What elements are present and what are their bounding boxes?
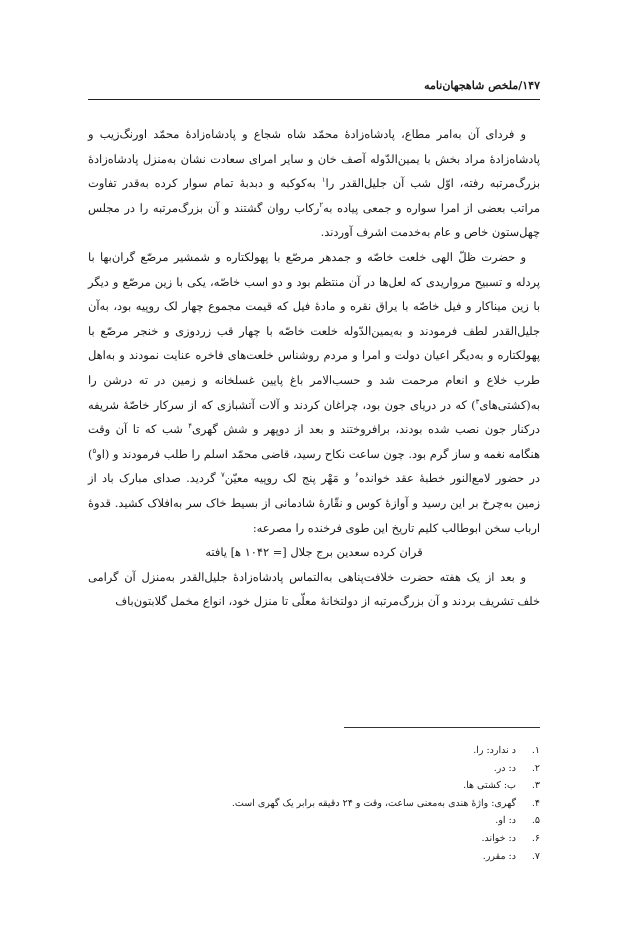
text-run: ) که در دریای جون بود، چراغان کردند و آلات آتشبازی که از سرکار خاصّهٔ شریفه درکنار جون نصب شده بودند، برافروختند و بعد از دوپهر و شش گهری [88,397,540,437]
footnote-marker[interactable]: ۶ [354,471,359,480]
text-run: و حضرت ظلّ الهی خلعت خاصّه و جمدهر مرصّع با پهولکتاره و شمشیر مرصّع گران‌بها با پردله و تسبیح مروارید‌ی که لعل‌ها در آن منتظم بود و دو اسب خاصّه، یکی با زین مرصّع و دیگر با زین میناکار و فیل خاصّه با یراق نقره و مادهٔ فیل که قیمت مجموع چهار لک روپیه بود، به‌آن جلیل‌القدر لطف فرمودند و به‌یمین‌الدّوله خلعت خاصّه با چهار قب زردوزی و خنجر مرصّع با پهولکتاره و به‌دیگر اعیان دولت و امرا و مردم روشناس خلعت‌های فاخره عنایت نمودند و به‌اهل طرب خلاع و انعام مرحمت شد و حسب‌الامر باغ پایین غسلخانه و زمین در ته درشن را به(کشتی‌های [88,249,540,412]
footnote-number: ۷. [531,850,540,862]
footnote-number: ۶. [531,832,540,844]
final-paragraph: و بعد از یک هفته حضرت خلافت‌پناهی به‌التماس پادشاه‌زادهٔ جلیل‌القدر به‌منزل آن گرامی خلف تشریف بردند و آن بزرگ‌مرتبه از دولتخانهٔ معلّی تا منزل خود، انواع مخمل گلابتون‌باف [88,569,540,609]
footnote-text: د ندارد: را. [473,745,516,756]
footnote-marker[interactable]: ۷ [221,471,225,480]
footnote-marker[interactable]: ۲ [319,200,324,209]
text-run: ) در حضور لامع‌النور خطبهٔ عقد خوانده [88,446,540,486]
footnote-text: گهری: واژهٔ هندی به‌معنی ساعت، وقت و ۲۴ دقیقه برابر یک گهری است. [231,797,516,809]
footnote-marker[interactable]: ۱ [321,176,326,185]
footnote-marker[interactable]: ۴ [188,422,192,431]
text-run: گردید. صدای مبارک باد از زمین به‌چرخ بر این رسید و آوازهٔ کوس و نقّارهٔ شادمانی از بسیط خاک سر به‌افلاک کشید. قدوهٔ ارباب سخن ابوطالب کلیم تاریخ این طوی فرخنده را مصرعه: [88,471,540,535]
paragraph-group [88,122,540,540]
footnote-item [88,777,540,795]
text-run: به‌کوکبه و دبدبهٔ تمام سوار کرده به‌قدر تفاوت مراتب بعضی از امرا سواره و جمعی پیاده به [88,176,540,215]
running-header: ۱۴۷/ملخص شاهجهان‌نامه [424,79,540,92]
main-text [88,122,540,614]
footnote-text: ب: کشتی ها. [463,780,516,792]
footnote-item [88,760,540,778]
footnote-number: ۳. [531,780,540,792]
footnote-text: د: خواند. [481,832,516,844]
text-run: رکاب روان گشتند و آن بزرگ‌مرتبه را در مجلس چهل‌ستون خاص و عام به‌خدمت اشرف آوردند. [88,200,540,240]
text-run: شب که تا آن وقت هنگامه نغمه و ساز گرم بود. چون ساعت نکاح رسید، قاضی محمّد اسلم را طلب فرمودند و (او [88,422,540,461]
verse-line: قران کرده سعدین برج جلال [= ۱۰۴۲ ه‍] یافته [205,545,423,560]
footnote-text: د: در. [493,762,516,774]
footnote-item [88,742,540,760]
footnote-item [88,848,540,866]
footnote-list [88,742,540,865]
footnote-marker[interactable]: ۵ [92,446,97,455]
text-run: و فردای آن به‌امر مطاع، پادشاه‌زادهٔ محمّد شاه شجاع و پادشاه‌زادهٔ محمّد اورنگ‌زیب و پادشاه‌زادهٔ مراد بخش با یمین‌الدّوله آصف خان و سایر امرای سعادت نشان به‌منزل پادشاه‌زادهٔ بزرگ‌مرتبه رفته، اوّل شب آن جلیل‌القدر را [88,127,541,191]
footnote-number: ۲. [531,762,540,774]
footnote-text: د: مقرر. [482,850,516,862]
footnote-text: د: او. [495,815,516,827]
footnote-number: ۱. [531,745,540,756]
paragraph [88,245,540,540]
footnote-item [88,812,540,830]
footnote-item [88,830,540,848]
paragraph [88,122,540,245]
header-divider [88,99,540,100]
text-run: و مَهْر پنج لک روپیه معیّن [224,471,355,486]
footnote-number: ۴. [531,797,540,809]
footnote-divider [344,727,540,728]
footnote-number: ۵. [531,815,540,827]
footnote-marker[interactable]: ۳ [475,397,480,406]
footnote-item [88,795,540,813]
